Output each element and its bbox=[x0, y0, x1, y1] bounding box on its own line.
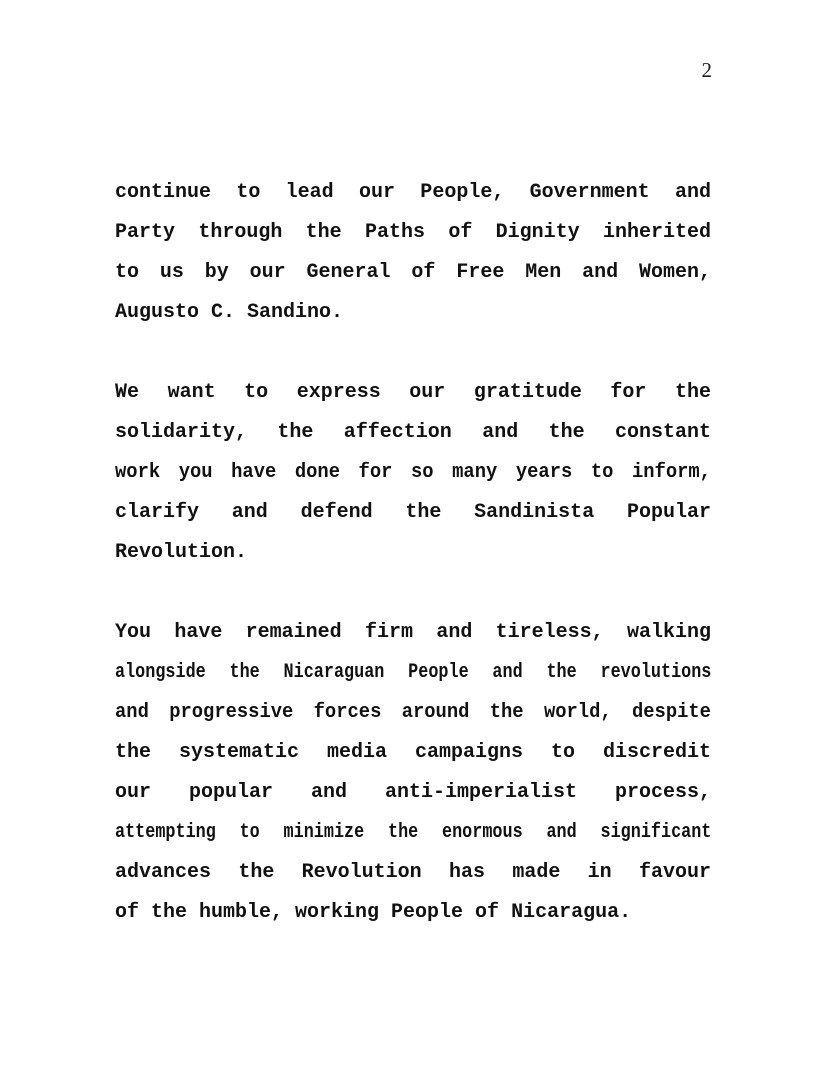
text-line: alongside the Nicaraguan People and the revolutions bbox=[115, 661, 712, 684]
text-line: solidarity, the affection and the constant bbox=[115, 421, 711, 444]
page-number: 2 bbox=[701, 58, 712, 82]
text-line: You have remained firm and tireless, walking bbox=[115, 621, 711, 644]
text-line: work you have done for so many years to inform, bbox=[115, 461, 711, 484]
text-line: continue to lead our People, Government and bbox=[115, 181, 711, 204]
text-line: Revolution. bbox=[115, 541, 248, 564]
text-line: clarify and defend the Sandinista Popular bbox=[115, 501, 711, 524]
text-line: advances the Revolution has made in favour bbox=[115, 861, 711, 884]
paragraph bbox=[115, 373, 711, 573]
paragraph bbox=[115, 613, 711, 933]
text-line: the systematic media campaigns to discredit bbox=[115, 741, 711, 764]
text-line: attempting to minimize the enormous and significant bbox=[115, 821, 712, 844]
text-line: of the humble, working People of Nicaragua. bbox=[115, 901, 632, 924]
text-line: Augusto C. Sandino. bbox=[115, 301, 344, 324]
text-line: We want to express our gratitude for the bbox=[115, 381, 711, 404]
text-line: and progressive forces around the world, despite bbox=[115, 701, 711, 724]
letter-body bbox=[115, 173, 711, 933]
text-line: to us by our General of Free Men and Women, bbox=[115, 261, 711, 284]
text-line: our popular and anti-imperialist process, bbox=[115, 781, 711, 804]
paragraph bbox=[115, 173, 711, 333]
text-line: Party through the Paths of Dignity inherited bbox=[115, 221, 711, 244]
